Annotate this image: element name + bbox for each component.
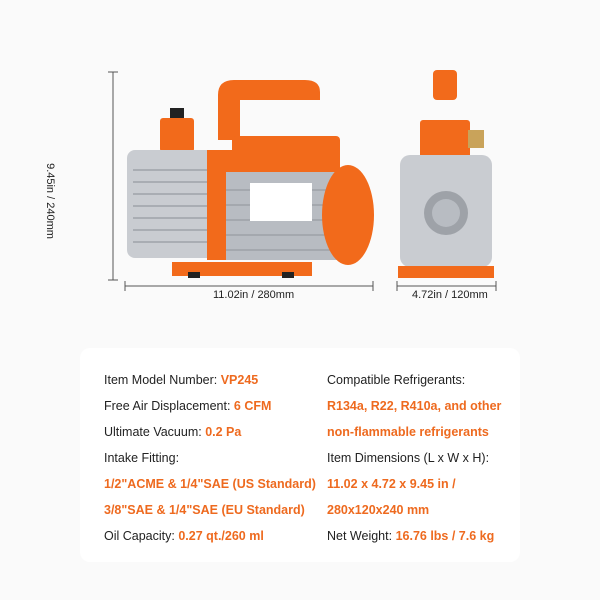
- intake-fitting-eu: 3/8"SAE & 1/4"SAE (EU Standard): [104, 503, 305, 517]
- pump-front-view: [398, 70, 494, 278]
- oil-capacity: Oil Capacity: 0.27 qt./260 ml: [104, 529, 264, 543]
- refrigerants-label: Compatible Refrigerants:: [327, 373, 466, 387]
- model-number: Item Model Number: VP245: [104, 373, 259, 387]
- motor-cover: [232, 136, 340, 176]
- intake-fitting-us: 1/2"ACME & 1/4"SAE (US Standard): [104, 477, 316, 491]
- dimensions-line-2: 280x120x240 mm: [327, 503, 430, 517]
- air-displacement: Free Air Displacement: 6 CFM: [104, 399, 272, 413]
- handle: [218, 80, 320, 140]
- ultimate-vacuum: Ultimate Vacuum: 0.2 Pa: [104, 425, 242, 439]
- spec-card: [80, 348, 520, 562]
- refrigerants-line-2: non-flammable refrigerants: [327, 425, 489, 439]
- handle-front: [433, 70, 457, 100]
- rating-label: [250, 183, 312, 221]
- refrigerants-line-1: R134a, R22, R410a, and other: [327, 399, 502, 413]
- brass-fitting: [468, 130, 484, 148]
- intake-fitting: [160, 118, 194, 152]
- pump-side-view: [127, 80, 374, 278]
- length-dimension: 11.02in / 280mm: [213, 289, 295, 301]
- motor-end-cap: [322, 165, 374, 265]
- net-weight: Net Weight: 16.76 lbs / 7.6 kg: [327, 529, 495, 543]
- dimensions-label: Item Dimensions (L x W x H):: [327, 451, 490, 465]
- height-dimension: 9.45in / 240mm: [44, 163, 56, 239]
- base-front: [398, 266, 494, 278]
- dimensions-line-1: 11.02 x 4.72 x 9.45 in /: [327, 477, 456, 491]
- intake-fitting-label: Intake Fitting:: [104, 451, 180, 465]
- width-dimension: 4.72in / 120mm: [412, 289, 488, 301]
